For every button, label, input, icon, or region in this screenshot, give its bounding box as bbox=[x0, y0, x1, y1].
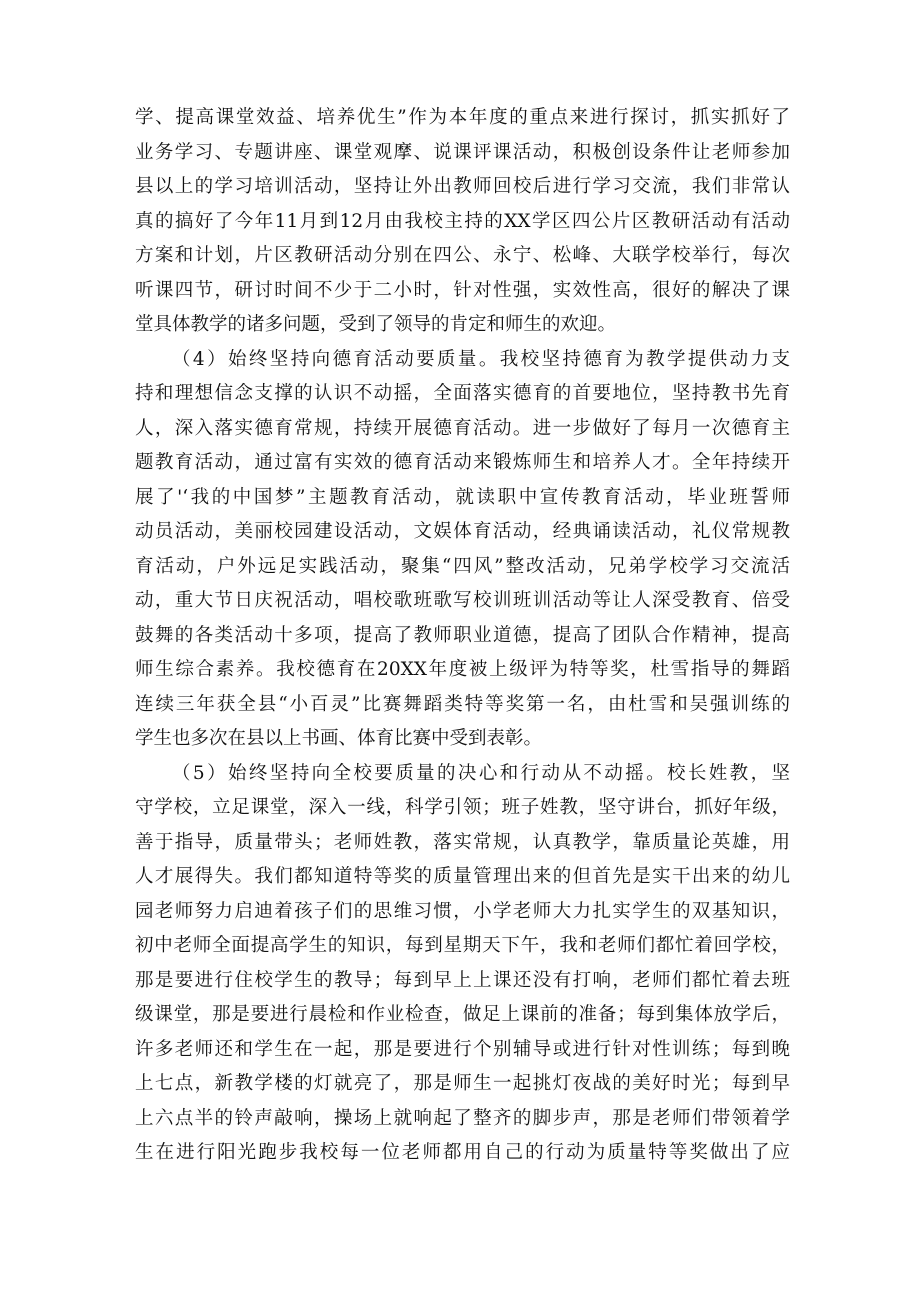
text-line: 学生也多次在县以上书画、体育比赛中受到表彰。 bbox=[135, 728, 543, 749]
text-line: 动员活动，美丽校园建设活动，文娱体育活动，经典诵读活动，礼仪常规教 bbox=[135, 521, 790, 542]
text-line: 园老师努力启迪着孩子们的思维习惯，小学老师大力扎实学生的双基知识， bbox=[135, 900, 790, 922]
text-line: 真的搞好了今年11月到12月由我校主持的XX学区四公片区教研活动有活动 bbox=[135, 210, 790, 232]
text-line: 守学校，立足课堂，深入一线，科学引领；班子姓教，坚守讲台，抓好年级， bbox=[135, 797, 790, 818]
text-line: 师生综合素养。我校德育在20XX年度被上级评为特等奖，杜雪指导的舞蹈 bbox=[135, 659, 790, 680]
text-line: 许多老师还和学生在一起，那是要进行个别辅导或进行针对性训练；每到晚 bbox=[135, 1038, 790, 1060]
text-line: 方案和计划，片区教研活动分别在四公、永宁、松峰、大联学校举行，每次 bbox=[135, 245, 790, 266]
text-line: 题教育活动，通过富有实效的德育活动来锻炼师生和培养人才。全年持续开 bbox=[135, 452, 790, 473]
paragraph-teaching-research bbox=[135, 101, 790, 343]
text-line: 持和理想信念支撑的认识不动摇，全面落实德育的首要地位，坚持教书先育 bbox=[135, 383, 790, 404]
text-line: 级课堂，那是要进行晨检和作业检查，做足上课前的准备；每到集体放学后， bbox=[135, 1004, 790, 1025]
text-line: 学、提高课堂效益、培养优生”作为本年度的重点来进行探讨，抓实抓好了 bbox=[135, 107, 790, 128]
text-line: （4）始终坚持向德育活动要质量。我校坚持德育为教学提供动力支 bbox=[172, 348, 790, 370]
document-body bbox=[135, 101, 790, 1171]
text-line: 上七点，新教学楼的灯就亮了，那是师生一起挑灯夜战的美好时光；每到早 bbox=[135, 1073, 790, 1094]
text-line: 育活动，户外远足实践活动，聚集“四风”整改活动，兄弟学校学习交流活 bbox=[135, 555, 790, 577]
text-line: 展了'‘我的中国梦”主题教育活动，就读职中宣传教育活动，毕业班誓师 bbox=[135, 486, 790, 508]
text-line: 动，重大节日庆祝活动，唱校歌班歌写校训班训活动等让人深受教育、倍受 bbox=[135, 590, 790, 611]
text-line: 生在进行阳光跑步我校每一位老师都用自己的行动为质量特等奖做出了应 bbox=[135, 1142, 790, 1163]
text-line: （5）始终坚持向全校要质量的决心和行动从不动摇。校长姓教，坚 bbox=[172, 762, 790, 784]
text-line: 连续三年获全县“小百灵”比赛舞蹈类特等奖第一名，由杜雪和吴强训练的 bbox=[135, 693, 790, 715]
text-line: 上六点半的铃声敲响，操场上就响起了整齐的脚步声，那是老师们带领着学 bbox=[135, 1107, 790, 1129]
text-line: 听课四节，研讨时间不少于二小时，针对性强，实效性高，很好的解决了课 bbox=[135, 279, 790, 301]
paragraph-school-quality bbox=[135, 757, 790, 1171]
text-line: 县以上的学习培训活动，坚持让外出教师回校后进行学习交流，我们非常认 bbox=[135, 176, 790, 197]
text-line: 人才展得失。我们都知道特等奖的质量管理出来的但首先是实干出来的幼儿 bbox=[135, 866, 790, 887]
text-line: 那是要进行住校学生的教导；每到早上上课还没有打响，老师们都忙着去班 bbox=[135, 969, 790, 991]
text-line: 人，深入落实德育常规，持续开展德育活动。进一步做好了每月一次德育主 bbox=[135, 417, 790, 439]
text-line: 堂具体教学的诸多问题，受到了领导的肯定和师生的欢迎。 bbox=[135, 314, 617, 335]
text-line: 业务学习、专题讲座、课堂观摩、说课评课活动，积极创设条件让老师参加 bbox=[135, 141, 790, 163]
paragraph-moral-education bbox=[135, 343, 790, 757]
text-line: 鼓舞的各类活动十多项，提高了教师职业道德，提高了团队合作精神，提高 bbox=[135, 624, 790, 646]
text-line: 初中老师全面提高学生的知识，每到星期天下午，我和老师们都忙着回学校， bbox=[135, 935, 790, 956]
text-line: 善于指导，质量带头；老师姓教，落实常规，认真教学，靠质量论英雄，用 bbox=[135, 831, 790, 853]
